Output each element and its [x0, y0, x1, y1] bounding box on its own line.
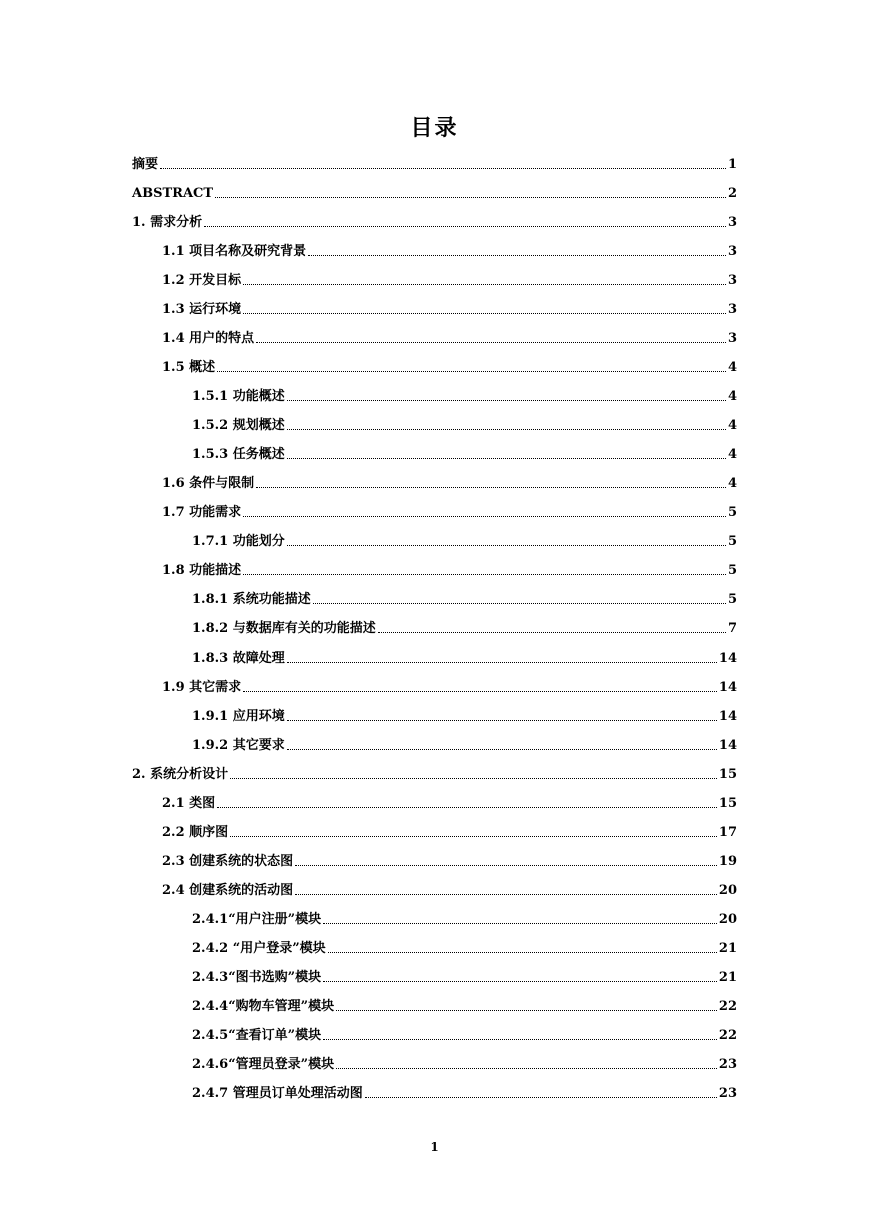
toc-dot-leader	[287, 545, 726, 546]
toc-entry[interactable]	[192, 443, 737, 463]
toc-entry-label: 1.7 功能需求	[162, 505, 242, 520]
toc-entry-page-number: 22	[718, 1028, 737, 1043]
toc-entry-page-number: 22	[718, 999, 737, 1014]
toc-entry-page-number: 7	[727, 621, 737, 636]
toc-entry[interactable]	[162, 850, 737, 870]
toc-entry[interactable]	[192, 385, 737, 405]
toc-entry-page-number: 20	[718, 912, 737, 927]
toc-dot-leader	[287, 400, 726, 401]
toc-dot-leader	[287, 662, 717, 663]
toc-entry-page-number: 21	[718, 970, 737, 985]
toc-entry-page-number: 2	[727, 186, 737, 201]
toc-entry-label: 1.5.2 规划概述	[192, 418, 285, 433]
toc-entry[interactable]	[192, 937, 737, 957]
toc-entry-label: 2.4.7 管理员订单处理活动图	[192, 1086, 363, 1101]
toc-entry-page-number: 14	[718, 738, 737, 753]
toc-dot-leader	[295, 865, 717, 866]
toc-entry-label: ABSTRACT	[132, 186, 214, 201]
toc-entry[interactable]	[162, 501, 737, 521]
toc-entry[interactable]	[162, 356, 737, 376]
toc-dot-leader	[336, 1010, 717, 1011]
toc-entry-label: 2.4.6“管理员登录”模块	[192, 1057, 335, 1072]
toc-entry[interactable]	[192, 995, 737, 1015]
toc-entry-label: 1.4 用户的特点	[162, 331, 255, 346]
toc-entry[interactable]	[192, 647, 737, 667]
toc-entry-page-number: 23	[718, 1057, 737, 1072]
toc-entry-label: 2.4.1“用户注册”模块	[192, 912, 322, 927]
toc-entry-page-number: 15	[718, 767, 737, 782]
toc-entry[interactable]	[162, 676, 737, 696]
toc-entry[interactable]	[162, 240, 737, 260]
toc-entry[interactable]	[192, 588, 737, 608]
toc-dot-leader	[323, 1039, 717, 1040]
toc-entry-page-number: 5	[727, 505, 737, 520]
toc-entry-label: 2.1 类图	[162, 796, 216, 811]
toc-entry[interactable]	[192, 734, 737, 754]
toc-entry[interactable]	[192, 617, 737, 637]
toc-entry-label: 2.4.2 “用户登录”模块	[192, 941, 326, 956]
toc-dot-leader	[378, 632, 726, 633]
toc-entry-label: 1.2 开发目标	[162, 273, 242, 288]
toc-entry[interactable]	[192, 908, 737, 928]
toc-entry-label: 1.8.2 与数据库有关的功能描述	[192, 621, 376, 636]
toc-entry-page-number: 20	[718, 883, 737, 898]
toc-entry-page-number: 17	[718, 825, 737, 840]
toc-entry-page-number: 5	[727, 592, 737, 607]
toc-entry-page-number: 14	[718, 651, 737, 666]
toc-entry-page-number: 14	[718, 709, 737, 724]
toc-dot-leader	[204, 226, 726, 227]
toc-dot-leader	[323, 981, 717, 982]
toc-entry[interactable]	[132, 211, 737, 231]
toc-dot-leader	[215, 197, 726, 198]
toc-entry[interactable]	[162, 821, 737, 841]
toc-dot-leader	[243, 574, 726, 575]
toc-entry-label: 2.4 创建系统的活动图	[162, 883, 294, 898]
toc-entry[interactable]	[162, 559, 737, 579]
toc-dot-leader	[295, 894, 717, 895]
toc-entry[interactable]	[162, 327, 737, 347]
toc-entry[interactable]	[192, 1082, 737, 1102]
toc-entry-page-number: 3	[727, 331, 737, 346]
toc-entry[interactable]	[192, 705, 737, 725]
toc-entry-label: 1.3 运行环境	[162, 302, 242, 317]
footer-page-number: 1	[430, 1140, 439, 1154]
toc-dot-leader	[336, 1068, 717, 1069]
toc-entry-label: 2.2 顺序图	[162, 825, 229, 840]
toc-entry[interactable]	[192, 530, 737, 550]
toc-entry-page-number: 5	[727, 534, 737, 549]
toc-dot-leader	[243, 284, 726, 285]
toc-entry-label: 1.1 项目名称及研究背景	[162, 244, 307, 259]
toc-entry-label: 1.5 概述	[162, 360, 216, 375]
toc-dot-leader	[217, 807, 717, 808]
toc-entry-label: 2.3 创建系统的状态图	[162, 854, 294, 869]
toc-dot-leader	[287, 429, 726, 430]
toc-entry[interactable]	[162, 472, 737, 492]
toc-entry-page-number: 3	[727, 215, 737, 230]
toc-entry-label: 摘要	[132, 157, 159, 172]
toc-entry-label: 1.8.3 故障处理	[192, 651, 285, 666]
toc-dot-leader	[217, 371, 726, 372]
toc-dot-leader	[323, 923, 717, 924]
toc-entry-label: 1.8 功能描述	[162, 563, 242, 578]
toc-entry-page-number: 4	[727, 360, 737, 375]
toc-dot-leader	[256, 487, 726, 488]
toc-entry-label: 2.4.3“图书选购”模块	[192, 970, 322, 985]
toc-dot-leader	[243, 516, 726, 517]
toc-dot-leader	[365, 1097, 717, 1098]
toc-entry-page-number: 19	[718, 854, 737, 869]
toc-entry-label: 2. 系统分析设计	[132, 767, 229, 782]
toc-entry-label: 1.9.2 其它要求	[192, 738, 285, 753]
toc-entry-label: 1.9.1 应用环境	[192, 709, 285, 724]
toc-entry-page-number: 3	[727, 302, 737, 317]
toc-entry[interactable]	[132, 763, 737, 783]
toc-dot-leader	[230, 836, 717, 837]
toc-entry-page-number: 4	[727, 447, 737, 462]
toc-entry[interactable]	[192, 966, 737, 986]
toc-entry-page-number: 14	[718, 680, 737, 695]
toc-entry-page-number: 4	[727, 389, 737, 404]
toc-entry-label: 1.9 其它需求	[162, 680, 242, 695]
toc-entry-label: 1.5.3 任务概述	[192, 447, 285, 462]
toc-dot-leader	[287, 720, 717, 721]
toc-entry-label: 2.4.5“查看订单”模块	[192, 1028, 322, 1043]
toc-entry-page-number: 15	[718, 796, 737, 811]
toc-entry-label: 1.6 条件与限制	[162, 476, 255, 491]
toc-entry-page-number: 3	[727, 273, 737, 288]
toc-entry-label: 1.5.1 功能概述	[192, 389, 285, 404]
page-title: 目录	[410, 115, 459, 141]
toc-dot-leader	[243, 313, 726, 314]
toc-entry[interactable]	[162, 298, 737, 318]
toc-dot-leader	[160, 168, 726, 169]
toc-dot-leader	[230, 778, 717, 779]
toc-entry[interactable]	[162, 879, 737, 899]
toc-entry-page-number: 21	[718, 941, 737, 956]
toc-dot-leader	[328, 952, 717, 953]
toc-entry-label: 1.7.1 功能划分	[192, 534, 285, 549]
toc-dot-leader	[287, 749, 717, 750]
toc-entry-label: 1.8.1 系统功能描述	[192, 592, 311, 607]
toc-entry[interactable]	[162, 792, 737, 812]
toc-entry-page-number: 4	[727, 418, 737, 433]
toc-dot-leader	[313, 603, 726, 604]
toc-dot-leader	[256, 342, 726, 343]
toc-entry[interactable]	[132, 182, 737, 202]
toc-entry[interactable]	[192, 1024, 737, 1044]
toc-entry[interactable]	[192, 414, 737, 434]
toc-entry-page-number: 23	[718, 1086, 737, 1101]
toc-dot-leader	[308, 255, 726, 256]
toc-dot-leader	[287, 458, 726, 459]
toc-entry[interactable]	[162, 269, 737, 289]
toc-entry-page-number: 4	[727, 476, 737, 491]
toc-entry-page-number: 1	[727, 157, 737, 172]
toc-entry-label: 2.4.4“购物车管理”模块	[192, 999, 335, 1014]
toc-entry-page-number: 5	[727, 563, 737, 578]
toc-dot-leader	[243, 691, 717, 692]
toc-entry-label: 1. 需求分析	[132, 215, 203, 230]
toc-entry[interactable]	[132, 153, 737, 173]
toc-entry-page-number: 3	[727, 244, 737, 259]
toc-entry[interactable]	[192, 1053, 737, 1073]
